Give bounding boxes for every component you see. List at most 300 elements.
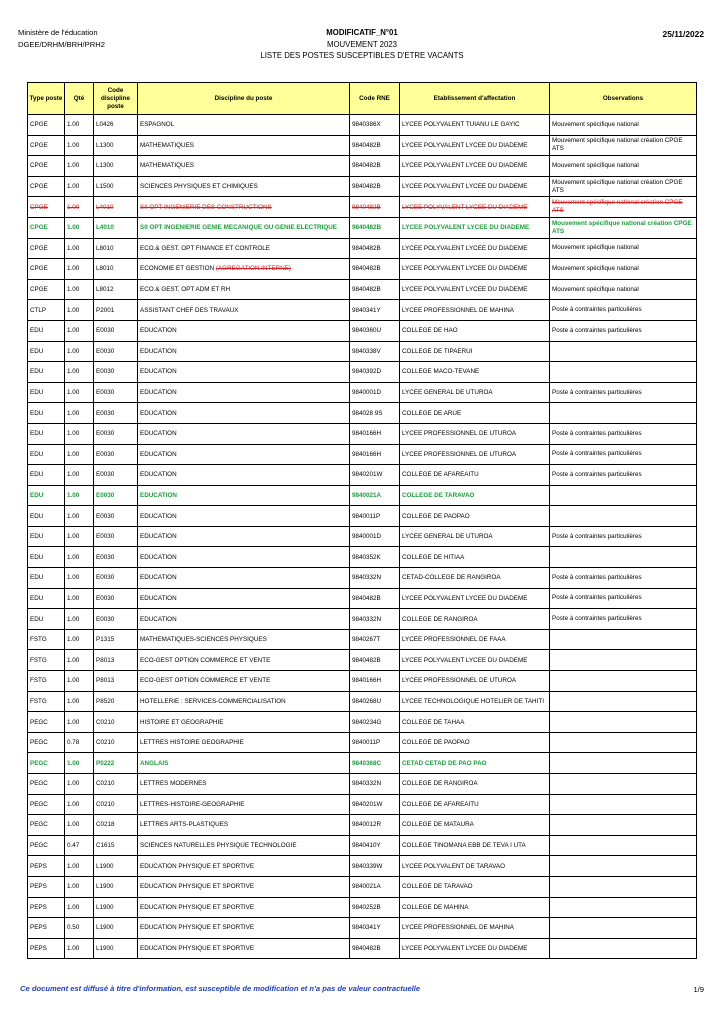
- cell-rne: 9840482B: [350, 238, 400, 259]
- table-row: [28, 753, 697, 774]
- cell-observations: [550, 876, 697, 897]
- cell-code: L4010: [94, 217, 138, 238]
- cell-rne: 9840201W: [350, 794, 400, 815]
- cell-rne: 9840166H: [350, 671, 400, 692]
- cell-type: EDU: [28, 526, 65, 547]
- cell-rne: 9840368C: [350, 753, 400, 774]
- col-header-etablissement: Etablissement d'affectation: [400, 83, 550, 115]
- cell-type: PEPS: [28, 918, 65, 939]
- cell-rne: 9840482B: [350, 135, 400, 156]
- cell-rne: 9840332N: [350, 568, 400, 589]
- cell-type: PEPS: [28, 876, 65, 897]
- cell-observations: [550, 671, 697, 692]
- cell-type: PEPS: [28, 856, 65, 877]
- cell-discipline: EDUCATION: [138, 341, 350, 362]
- cell-discipline: ECO-GEST OPTION COMMERCE ET VENTE: [138, 671, 350, 692]
- cell-type: FSTG: [28, 691, 65, 712]
- cell-etablissement: COLLEGE DE RANGIROA: [400, 609, 550, 630]
- cell-qte: 1.00: [65, 794, 94, 815]
- cell-discipline: SCIENCES PHYSIQUES ET CHIMIQUES: [138, 176, 350, 197]
- cell-code: L1900: [94, 856, 138, 877]
- table-row: [28, 547, 697, 568]
- cell-qte: 1.00: [65, 465, 94, 486]
- table-row: [28, 423, 697, 444]
- table-row: [28, 176, 697, 197]
- cell-rne: 9840386X: [350, 115, 400, 136]
- cell-code: P8520: [94, 691, 138, 712]
- cell-qte: 0.78: [65, 732, 94, 753]
- col-header-qte: Qté: [65, 83, 94, 115]
- cell-code: E0030: [94, 609, 138, 630]
- cell-qte: 1.00: [65, 753, 94, 774]
- cell-qte: 1.00: [65, 259, 94, 280]
- cell-code: E0030: [94, 341, 138, 362]
- cell-type: EDU: [28, 568, 65, 589]
- cell-qte: 1.00: [65, 691, 94, 712]
- cell-rne: 9840268U: [350, 691, 400, 712]
- ministry-name: Ministère de l'éducation: [18, 28, 98, 37]
- table-row: [28, 403, 697, 424]
- table-row: [28, 732, 697, 753]
- cell-discipline: EDUCATION: [138, 609, 350, 630]
- table-row: [28, 815, 697, 836]
- cell-etablissement: LYCEE PROFESSIONNEL DE UTUROA: [400, 423, 550, 444]
- document-date: 25/11/2022: [662, 29, 704, 39]
- cell-observations: Poste à contraintes particulières: [550, 568, 697, 589]
- cell-rne: 9840234G: [350, 712, 400, 733]
- cell-observations: Mouvement spécifique national: [550, 238, 697, 259]
- table-header-row: [28, 83, 697, 115]
- cell-qte: 1.00: [65, 629, 94, 650]
- col-header-observations: Observations: [550, 83, 697, 115]
- cell-etablissement: COLLEGE DE TARAVAO: [400, 485, 550, 506]
- cell-rne: 9840338V: [350, 341, 400, 362]
- cell-etablissement: CETAD-COLLEGE DE RANGIROA: [400, 568, 550, 589]
- cell-discipline: MATHEMATIQUES: [138, 135, 350, 156]
- cell-code: E0030: [94, 362, 138, 383]
- cell-observations: [550, 485, 697, 506]
- table-row: [28, 217, 697, 238]
- cell-qte: 1.00: [65, 485, 94, 506]
- cell-etablissement: LYCEE PROFESSIONNEL DE UTUROA: [400, 444, 550, 465]
- cell-type: PEGC: [28, 794, 65, 815]
- table-row: [28, 444, 697, 465]
- cell-code: L1500: [94, 176, 138, 197]
- cell-qte: 1.00: [65, 568, 94, 589]
- cell-type: CPGE: [28, 238, 65, 259]
- cell-code: L1900: [94, 918, 138, 939]
- cell-discipline: EDUCATION PHYSIQUE ET SPORTIVE: [138, 897, 350, 918]
- cell-qte: 1.00: [65, 279, 94, 300]
- cell-observations: [550, 835, 697, 856]
- cell-discipline: EDUCATION: [138, 485, 350, 506]
- cell-code: P2001: [94, 300, 138, 321]
- cell-etablissement: LYCEE POLYVALENT LYCEE DU DIADEME: [400, 156, 550, 177]
- cell-type: PEGC: [28, 732, 65, 753]
- cell-rne: 9840482B: [350, 176, 400, 197]
- cell-code: E0030: [94, 320, 138, 341]
- cell-discipline: MATHEMATIQUES-SCIENCES PHYSIQUES: [138, 629, 350, 650]
- cell-discipline: EDUCATION: [138, 423, 350, 444]
- table-row: [28, 362, 697, 383]
- cell-type: EDU: [28, 609, 65, 630]
- cell-code: C0210: [94, 712, 138, 733]
- cell-type: CPGE: [28, 135, 65, 156]
- table-row: [28, 156, 697, 177]
- document-subtitle: MOUVEMENT 2023: [326, 39, 398, 49]
- cell-type: EDU: [28, 444, 65, 465]
- cell-type: FSTG: [28, 629, 65, 650]
- cell-code: E0030: [94, 465, 138, 486]
- cell-observations: Poste à contraintes particulières: [550, 465, 697, 486]
- cell-discipline: EDUCATION: [138, 382, 350, 403]
- cell-qte: 1.00: [65, 444, 94, 465]
- cell-discipline: SCIENCES NATURELLES PHYSIQUE TECHNOLOGIE: [138, 835, 350, 856]
- cell-code: L1300: [94, 156, 138, 177]
- table-row: [28, 320, 697, 341]
- cell-observations: Mouvement spécifique national création CPGE ATS: [550, 176, 697, 197]
- cell-qte: 1.00: [65, 341, 94, 362]
- cell-discipline: HISTOIRE ET GEOGRAPHIE: [138, 712, 350, 733]
- document-subtitle-2: LISTE DES POSTES SUSCEPTIBLES D'ETRE VACANTS: [260, 51, 464, 60]
- cell-discipline: EDUCATION: [138, 547, 350, 568]
- cell-etablissement: COLLEGE DE AFAREAITU: [400, 465, 550, 486]
- cell-type: EDU: [28, 341, 65, 362]
- table-row: [28, 650, 697, 671]
- cell-etablissement: COLLEGE DE RANGIROA: [400, 774, 550, 795]
- table-row: [28, 938, 697, 959]
- cell-observations: [550, 774, 697, 795]
- postes-table: [27, 82, 697, 959]
- cell-qte: 1.00: [65, 876, 94, 897]
- cell-observations: Poste à contraintes particulières: [550, 423, 697, 444]
- cell-discipline: LETTRES HISTOIRE GEOGRAPHIE: [138, 732, 350, 753]
- page-number: 1/9: [693, 985, 704, 994]
- cell-qte: 1.00: [65, 588, 94, 609]
- cell-observations: [550, 794, 697, 815]
- cell-observations: Mouvement spécifique national création CPGE ATS: [550, 135, 697, 156]
- cell-type: CTLP: [28, 300, 65, 321]
- cell-etablissement: LYCEE POLYVALENT TUIANU LE GAYIC: [400, 115, 550, 136]
- cell-etablissement: COLLEGE DE PAOPAO: [400, 732, 550, 753]
- cell-discipline: SII OPT INGENIERIE GENIE MECANIQUE OU GENIE ELECTRIQUE: [138, 217, 350, 238]
- cell-code: C0210: [94, 732, 138, 753]
- cell-discipline: EDUCATION: [138, 403, 350, 424]
- cell-etablissement: LYCEE PROFESSIONNEL DE MAHINA: [400, 918, 550, 939]
- cell-type: EDU: [28, 547, 65, 568]
- cell-code: C0210: [94, 774, 138, 795]
- cell-observations: [550, 197, 697, 218]
- cell-rne: 9840166H: [350, 444, 400, 465]
- cell-code: P1315: [94, 629, 138, 650]
- disclaimer-note: Ce document est diffusé à titre d'information, est susceptible de modification et n'a pas de valeur contractuelle: [20, 984, 421, 993]
- cell-discipline: EDUCATION: [138, 444, 350, 465]
- table-row: [28, 609, 697, 630]
- cell-code: E0030: [94, 444, 138, 465]
- cell-qte: 0.47: [65, 835, 94, 856]
- cell-rne: 9840360U: [350, 320, 400, 341]
- cell-rne: 9840482B: [350, 650, 400, 671]
- cell-qte: 1.00: [65, 115, 94, 136]
- cell-observations: Poste à contraintes particulières: [550, 300, 697, 321]
- cell-code: E0030: [94, 423, 138, 444]
- cell-observations: Poste à contraintes particulières: [550, 609, 697, 630]
- discipline-text: ECONOMIE ET GESTION: [140, 265, 215, 273]
- cell-etablissement: COLLEGE MACO-TEVANE: [400, 362, 550, 383]
- cell-etablissement: COLLEGE DE HAO: [400, 320, 550, 341]
- cell-type: PEPS: [28, 897, 65, 918]
- cell-qte: 1.00: [65, 362, 94, 383]
- cell-code: E0030: [94, 547, 138, 568]
- cell-type: CPGE: [28, 259, 65, 280]
- cell-observations: [550, 650, 697, 671]
- table-row: [28, 382, 697, 403]
- cell-type: PEGC: [28, 753, 65, 774]
- table-row: [28, 774, 697, 795]
- table-row: [28, 671, 697, 692]
- cell-observations: [550, 815, 697, 836]
- cell-type: EDU: [28, 320, 65, 341]
- cell-etablissement: LYCEE POLYVALENT LYCEE DU DIADEME: [400, 650, 550, 671]
- cell-type: EDU: [28, 485, 65, 506]
- cell-code: E0030: [94, 403, 138, 424]
- cell-rne: 9840482B: [350, 279, 400, 300]
- cell-qte: 1.00: [65, 774, 94, 795]
- cell-qte: 1.00: [65, 506, 94, 527]
- cell-observations: [550, 341, 697, 362]
- col-header-rne: Code RNE: [350, 83, 400, 115]
- cell-etablissement: LYCEE POLYVALENT LYCEE DU DIADEME: [400, 259, 550, 280]
- cell-observations: [550, 918, 697, 939]
- cell-rne: 9840332N: [350, 774, 400, 795]
- cell-qte: 1.00: [65, 547, 94, 568]
- table-row: [28, 835, 697, 856]
- cell-discipline: HOTELLERIE : SERVICES-COMMERCIALISATION: [138, 691, 350, 712]
- cell-discipline: [138, 259, 350, 280]
- cell-type: FSTG: [28, 650, 65, 671]
- cell-observations: [550, 897, 697, 918]
- cell-etablissement: LYCEE PROFESSIONNEL DE MAHINA: [400, 300, 550, 321]
- table-row: [28, 197, 697, 218]
- cell-observations: Mouvement spécifique national: [550, 156, 697, 177]
- cell-type: EDU: [28, 382, 65, 403]
- cell-code: E0030: [94, 485, 138, 506]
- cell-observations: [550, 691, 697, 712]
- cell-etablissement: COLLEGE DE HITIAA: [400, 547, 550, 568]
- cell-type: CPGE: [28, 176, 65, 197]
- cell-type: PEGC: [28, 774, 65, 795]
- cell-qte: 1.00: [65, 712, 94, 733]
- cell-rne: 9840482B: [350, 156, 400, 177]
- cell-discipline: ECO-GEST OPTION COMMERCE ET VENTE: [138, 650, 350, 671]
- cell-discipline: ASSISTANT CHEF DES TRAVAUX: [138, 300, 350, 321]
- table-row: [28, 794, 697, 815]
- cell-discipline: ECO.& GEST. OPT ADM ET RH: [138, 279, 350, 300]
- cell-discipline: MATHEMATIQUES: [138, 156, 350, 177]
- cell-etablissement: LYCEE POLYVALENT LYCEE DU DIADEME: [400, 938, 550, 959]
- cell-observations: Poste à contraintes particulières: [550, 526, 697, 547]
- table-row: [28, 300, 697, 321]
- header-title-block: [0, 27, 724, 62]
- cell-qte: 1.00: [65, 897, 94, 918]
- table-row: [28, 876, 697, 897]
- cell-qte: 0.50: [65, 918, 94, 939]
- cell-observations: [550, 753, 697, 774]
- cell-code: L1900: [94, 876, 138, 897]
- cell-type: CPGE: [28, 156, 65, 177]
- cell-qte: 1.00: [65, 856, 94, 877]
- cell-etablissement: COLLEGE DE ARUE: [400, 403, 550, 424]
- cell-qte: 1.00: [65, 300, 94, 321]
- table-row: [28, 485, 697, 506]
- table-row: [28, 506, 697, 527]
- cell-code: L8012: [94, 279, 138, 300]
- cell-rne: 9840011P: [350, 732, 400, 753]
- cell-type: PEGC: [28, 712, 65, 733]
- cell-etablissement: COLLEGE DE TIPAERUI: [400, 341, 550, 362]
- cell-code: L1900: [94, 938, 138, 959]
- table-row: [28, 465, 697, 486]
- cell-qte: 1.00: [65, 609, 94, 630]
- table-row: [28, 588, 697, 609]
- cell-code: E0030: [94, 588, 138, 609]
- cell-code: E0030: [94, 568, 138, 589]
- table-row: [28, 238, 697, 259]
- cell-rne: 9840012R: [350, 815, 400, 836]
- cell-rne: 9840267T: [350, 629, 400, 650]
- table-row: [28, 259, 697, 280]
- cell-rne: 984028 9S: [350, 403, 400, 424]
- cell-type: CPGE: [28, 279, 65, 300]
- cell-observations: Poste à contraintes particulières: [550, 588, 697, 609]
- table-row: [28, 918, 697, 939]
- cell-code: L1300: [94, 135, 138, 156]
- cell-qte: 1.00: [65, 382, 94, 403]
- cell-rne: 9840341Y: [350, 918, 400, 939]
- cell-discipline: EDUCATION PHYSIQUE ET SPORTIVE: [138, 876, 350, 897]
- cell-type: EDU: [28, 362, 65, 383]
- cell-code: P8013: [94, 671, 138, 692]
- cell-type: CPGE: [28, 197, 65, 218]
- table-row: [28, 526, 697, 547]
- col-header-discipline: Discipline du poste: [138, 83, 350, 115]
- cell-qte: 1.00: [65, 135, 94, 156]
- cell-rne: 9840021A: [350, 485, 400, 506]
- cell-code: L8010: [94, 238, 138, 259]
- table-row: [28, 856, 697, 877]
- cell-code: L1900: [94, 897, 138, 918]
- cell-etablissement: COLLEGE DE TAHAA: [400, 712, 550, 733]
- cell-discipline: EDUCATION PHYSIQUE ET SPORTIVE: [138, 856, 350, 877]
- cell-observations: Mouvement spécifique national: [550, 259, 697, 280]
- cell-discipline: EDUCATION: [138, 568, 350, 589]
- cell-code: E0030: [94, 382, 138, 403]
- cell-etablissement: LYCEE TECHNOLOGIQUE HOTELIER DE TAHITI: [400, 691, 550, 712]
- cell-type: EDU: [28, 403, 65, 424]
- col-header-code: Code discipline poste: [94, 83, 138, 115]
- cell-rne: 9840482B: [350, 259, 400, 280]
- cell-rne: 9840482B: [350, 938, 400, 959]
- cell-qte: 1.00: [65, 815, 94, 836]
- cell-code: P0222: [94, 753, 138, 774]
- cell-rne: 9840021A: [350, 876, 400, 897]
- cell-qte: 1.00: [65, 320, 94, 341]
- cell-observations: [550, 938, 697, 959]
- cell-qte: 1.00: [65, 156, 94, 177]
- cell-observations: [550, 712, 697, 733]
- cell-code: L8010: [94, 259, 138, 280]
- cell-etablissement: LYCEE POLYVALENT LYCEE DU DIADEME: [400, 238, 550, 259]
- cell-rne: 9840166H: [350, 423, 400, 444]
- discipline-struck-text: (AGREGATION INTERNE): [215, 265, 291, 273]
- cell-qte: 1.00: [65, 217, 94, 238]
- cell-rne: 9840339W: [350, 856, 400, 877]
- cell-rne: 9840392D: [350, 362, 400, 383]
- cell-type: PEGC: [28, 815, 65, 836]
- cell-code: C1615: [94, 835, 138, 856]
- cell-code: E0030: [94, 506, 138, 527]
- department-code: DGEE/DRHM/BRH/PRH2: [18, 40, 105, 49]
- cell-discipline: ECO.& GEST. OPT FINANCE ET CONTROLE: [138, 238, 350, 259]
- cell-discipline: EDUCATION: [138, 465, 350, 486]
- cell-etablissement: LYCEE POLYVALENT LYCEE DU DIADEME: [400, 588, 550, 609]
- cell-rne: 9840482B: [350, 217, 400, 238]
- cell-qte: 1.00: [65, 671, 94, 692]
- cell-observations: [550, 629, 697, 650]
- cell-rne: 9840352K: [350, 547, 400, 568]
- table-row: [28, 341, 697, 362]
- cell-discipline: LETTRES ARTS-PLASTIQUES: [138, 815, 350, 836]
- cell-rne: 9840201W: [350, 465, 400, 486]
- cell-discipline: EDUCATION PHYSIQUE ET SPORTIVE: [138, 938, 350, 959]
- cell-code: L4010: [94, 197, 138, 218]
- cell-discipline: LETTRES-HISTOIRE-GEOGRAPHIE: [138, 794, 350, 815]
- cell-qte: 1.00: [65, 526, 94, 547]
- document-title: MODIFICATIF_N°01: [326, 28, 398, 37]
- cell-discipline: EDUCATION: [138, 526, 350, 547]
- cell-code: L0426: [94, 115, 138, 136]
- cell-observations: [550, 506, 697, 527]
- cell-observations: Poste à contraintes particulières: [550, 320, 697, 341]
- cell-observations: [550, 362, 697, 383]
- cell-observations: [550, 732, 697, 753]
- cell-etablissement: COLLEGE TINOMANA EBB DE TEVA I UTA: [400, 835, 550, 856]
- cell-qte: 1.00: [65, 176, 94, 197]
- cell-etablissement: LYCEE GENERAL DE UTUROA: [400, 526, 550, 547]
- cell-etablissement: COLLEGE DE MATAURA: [400, 815, 550, 836]
- cell-qte: 1.00: [65, 197, 94, 218]
- cell-type: EDU: [28, 588, 65, 609]
- cell-rne: 9840482B: [350, 588, 400, 609]
- cell-etablissement: LYCEE POLYVALENT LYCEE DU DIADEME: [400, 135, 550, 156]
- cell-type: CPGE: [28, 115, 65, 136]
- cell-discipline: EDUCATION: [138, 506, 350, 527]
- cell-rne: 9840332N: [350, 609, 400, 630]
- cell-observations: Mouvement spécifique national: [550, 115, 697, 136]
- cell-qte: 1.00: [65, 650, 94, 671]
- cell-etablissement: COLLEGE DE TARAVAO: [400, 876, 550, 897]
- cell-discipline: ANGLAIS: [138, 753, 350, 774]
- cell-rne: 9840252B: [350, 897, 400, 918]
- cell-etablissement: CETAD CETAD DE PAO PAO: [400, 753, 550, 774]
- cell-rne: 9840410Y: [350, 835, 400, 856]
- cell-etablissement: LYCEE PROFESSIONNEL DE FAAA: [400, 629, 550, 650]
- cell-observations: Poste à contraintes particulières: [550, 444, 697, 465]
- observation-struck-text: Mouvement spécifique national création CPGE ATS: [552, 199, 683, 215]
- cell-etablissement: LYCEE POLYVALENT LYCEE DU DIADEME: [400, 279, 550, 300]
- table-row: [28, 897, 697, 918]
- cell-etablissement: LYCEE POLYVALENT LYCEE DU DIADEME: [400, 197, 550, 218]
